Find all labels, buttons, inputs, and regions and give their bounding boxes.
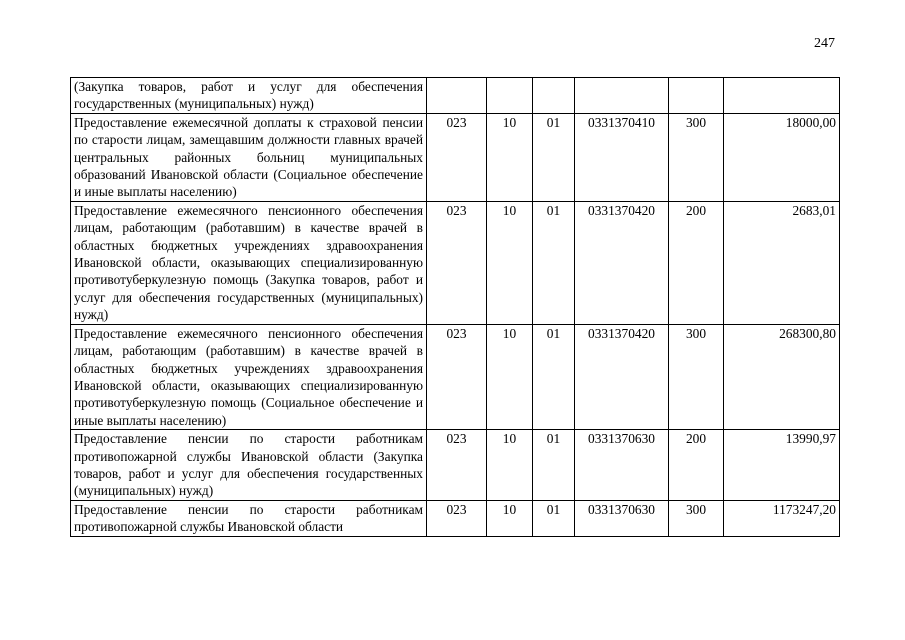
row-amount: 18000,00 [724,113,840,201]
row-target: 0331370630 [575,500,669,536]
row-ministry: 023 [427,113,487,201]
row-subsection: 01 [533,324,575,429]
table-row [71,430,840,501]
row-target: 0331370420 [575,324,669,429]
row-amount: 2683,01 [724,201,840,324]
row-section [487,78,533,114]
row-amount: 268300,80 [724,324,840,429]
row-expense-type: 300 [669,500,724,536]
row-description: Предоставление ежемесячной доплаты к страховой пенсии по старости лицам, замещавшим должности главных врачей центральных районных больниц муниципальных образований Ивановской области (Социальное обеспечение и иные выплаты населению) [71,113,427,201]
row-section: 10 [487,113,533,201]
row-description: Предоставление ежемесячного пенсионного обеспечения лицам, работающим (работавшим) в качестве врачей в областных бюджетных учреждениях здравоохранения Ивановской области, оказывающих специализированную противотуберкулезную помощь (Социальное обеспечение и иные выплаты населению) [71,324,427,429]
row-section: 10 [487,324,533,429]
table-row [71,113,840,201]
row-description: Предоставление пенсии по старости работникам противопожарной службы Ивановской области [71,500,427,536]
budget-table [70,77,840,537]
row-section: 10 [487,201,533,324]
table-row [71,201,840,324]
row-subsection: 01 [533,201,575,324]
row-expense-type: 200 [669,430,724,501]
row-expense-type: 300 [669,324,724,429]
row-description: Предоставление пенсии по старости работникам противопожарной службы Ивановской области (Закупка товаров, работ и услуг для обеспечения государственных (муниципальных) нужд) [71,430,427,501]
row-target: 0331370420 [575,201,669,324]
row-section: 10 [487,430,533,501]
table-row [71,324,840,429]
row-ministry: 023 [427,324,487,429]
row-expense-type: 200 [669,201,724,324]
row-subsection: 01 [533,430,575,501]
row-amount: 13990,97 [724,430,840,501]
row-ministry [427,78,487,114]
row-expense-type [669,78,724,114]
row-target: 0331370410 [575,113,669,201]
row-description: (Закупка товаров, работ и услуг для обеспечения государственных (муниципальных) нужд) [71,78,427,114]
row-section: 10 [487,500,533,536]
row-ministry: 023 [427,500,487,536]
row-subsection: 01 [533,113,575,201]
table-row [71,78,840,114]
row-description: Предоставление ежемесячного пенсионного обеспечения лицам, работающим (работавшим) в качестве врачей в областных бюджетных учреждениях здравоохранения Ивановской области, оказывающих специализированную противотуберкулезную помощь (Закупка товаров, работ и услуг для обеспечения государственных (муниципальных) нужд) [71,201,427,324]
row-ministry: 023 [427,201,487,324]
row-amount: 1173247,20 [724,500,840,536]
row-target: 0331370630 [575,430,669,501]
table-row [71,500,840,536]
row-expense-type: 300 [669,113,724,201]
row-subsection [533,78,575,114]
page-number: 247 [814,36,835,51]
row-amount [724,78,840,114]
row-ministry: 023 [427,430,487,501]
row-target [575,78,669,114]
row-subsection: 01 [533,500,575,536]
